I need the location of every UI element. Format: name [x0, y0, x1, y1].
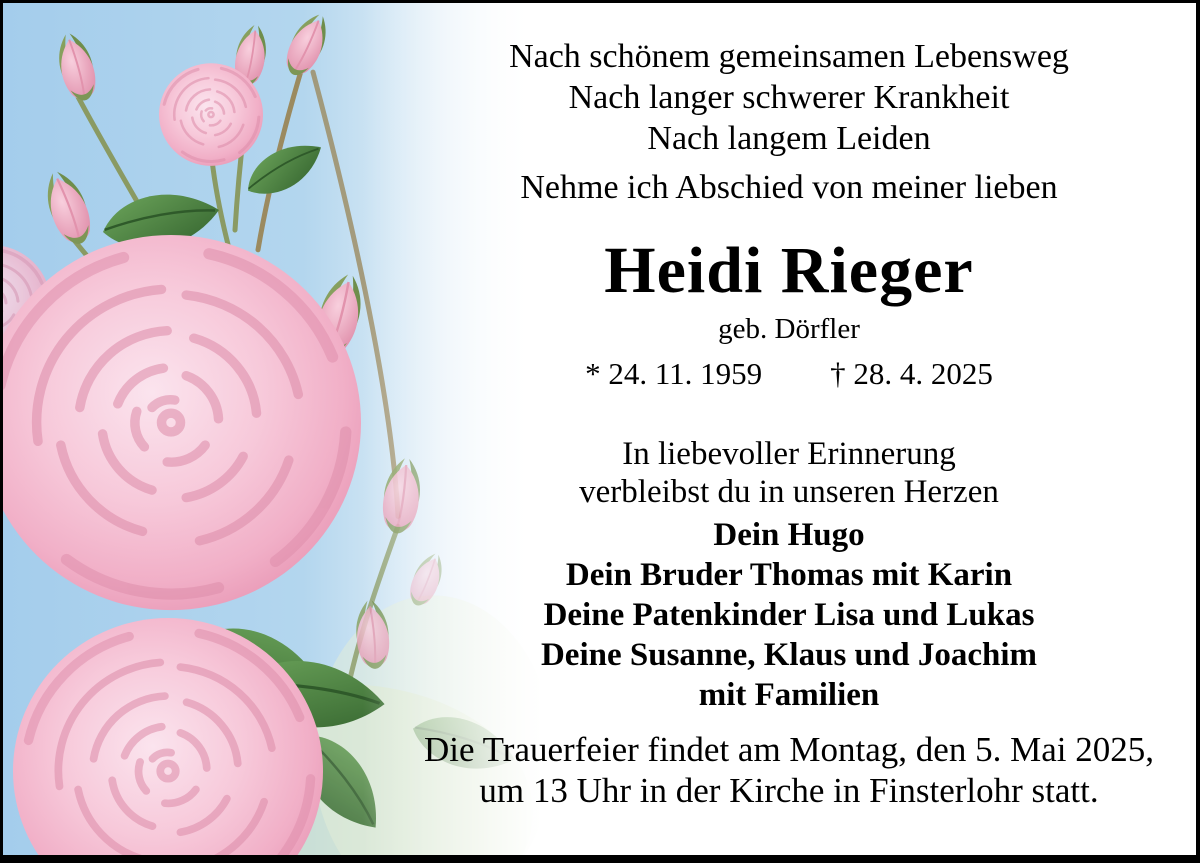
- intro-line-1: Nach schönem gemeinsamen Lebensweg: [509, 38, 1069, 75]
- mourners-block: [388, 515, 1190, 715]
- memory-block: [388, 435, 1190, 511]
- birth-date: * 24. 11. 1959: [585, 356, 763, 391]
- life-dates: [388, 355, 1190, 393]
- farewell-line: Nehme ich Abschied von meiner lieben: [520, 169, 1058, 206]
- mourner-line-3: Deine Patenkinder Lisa und Lukas: [543, 597, 1035, 633]
- funeral-line-1: Die Trauerfeier findet am Montag, den 5. Mai 2025,: [424, 730, 1154, 769]
- intro-block: [388, 36, 1190, 159]
- intro-line-2: Nach langer schwerer Krankheit: [568, 79, 1010, 116]
- mourner-line-2: Dein Bruder Thomas mit Karin: [565, 557, 1013, 593]
- mourner-line-4: Deine Susanne, Klaus und Joachim: [540, 637, 1038, 673]
- memory-line-2: verbleibst du in unseren Herzen: [579, 474, 999, 510]
- funeral-line-2: um 13 Uhr in der Kirche in Finsterlohr statt.: [479, 771, 1099, 810]
- obituary-text: [388, 3, 1190, 811]
- death-date: † 28. 4. 2025: [830, 356, 993, 391]
- deceased-name: Heidi Rieger: [604, 234, 974, 307]
- mourner-line-5: mit Familien: [698, 677, 880, 713]
- maiden-name: geb. Dörfler: [718, 313, 860, 345]
- mourner-line-1: Dein Hugo: [713, 517, 865, 553]
- memory-line-1: In liebevoller Erinnerung: [622, 436, 956, 472]
- funeral-block: [388, 729, 1190, 811]
- intro-line-3: Nach langem Leiden: [647, 120, 931, 157]
